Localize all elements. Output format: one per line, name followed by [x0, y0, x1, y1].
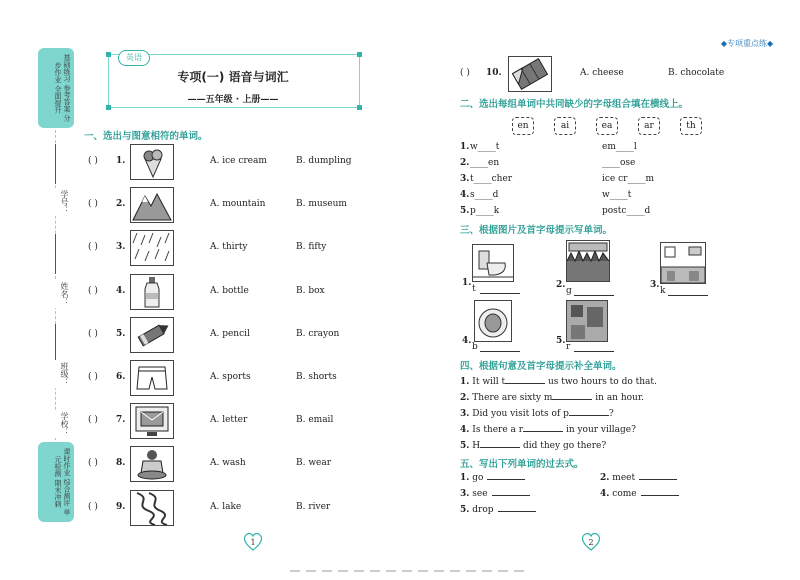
option-a[interactable]: A. wash — [210, 458, 246, 469]
item-number: 4. — [460, 425, 470, 435]
sentence-start: H — [472, 441, 481, 451]
item-number: 3. — [460, 409, 470, 419]
base-verb: come — [612, 489, 637, 499]
option-b[interactable]: B. chocolate — [668, 68, 725, 78]
kitchen-icon — [660, 242, 706, 284]
strip-bottom-text: 课时作业 综合测评 单元检测 期末冲刺 — [54, 448, 71, 516]
option-a[interactable]: A. ice cream — [210, 156, 267, 166]
toilet-icon — [472, 244, 514, 282]
chocolate-icon — [508, 56, 552, 92]
item-number: 3. — [460, 174, 470, 184]
question-row — [88, 187, 388, 225]
first-letter: b — [472, 342, 478, 352]
question-row — [88, 274, 388, 312]
answer-blank[interactable] — [552, 390, 592, 400]
section-5-heading: 五、写出下列单词的过去式。 — [460, 459, 584, 470]
word-blank-left[interactable]: ____en — [470, 158, 500, 168]
page-subtitle: ——五年级 · 上册—— — [187, 95, 279, 105]
letter-chip: th — [680, 117, 702, 135]
crayon-icon — [130, 317, 174, 353]
answer-paren[interactable]: ( ) — [88, 242, 98, 253]
strip-bottom-cap — [38, 442, 74, 522]
first-letter: g — [566, 286, 572, 296]
option-b[interactable]: B. box — [296, 285, 325, 296]
field-label-name: 班级： — [42, 360, 70, 388]
page-number-left: 1 — [250, 538, 256, 547]
email-screen-icon — [130, 403, 174, 439]
sentence-row — [460, 406, 614, 419]
footer-line — [290, 568, 530, 574]
grass-icon — [566, 240, 610, 282]
item-number: 2. — [600, 473, 610, 483]
first-letter: t — [472, 284, 476, 294]
option-b[interactable]: B. wear — [296, 458, 332, 469]
word-blank-right[interactable]: postc____d — [602, 206, 651, 216]
answer-blank[interactable] — [498, 502, 536, 512]
base-verb: meet — [612, 473, 636, 483]
question-number: 1. — [116, 156, 126, 166]
past-tense-row — [460, 486, 530, 499]
answer-paren[interactable]: ( ) — [88, 328, 98, 339]
subject-badge: 英语 — [118, 50, 150, 66]
question-number: 8. — [116, 458, 126, 469]
word-blank-left[interactable]: p____k — [470, 206, 500, 216]
sentence-row — [460, 390, 644, 403]
item-number: 5. — [460, 206, 470, 216]
option-b[interactable]: B. crayon — [296, 328, 340, 339]
answer-blank[interactable] — [523, 422, 563, 432]
question-number: 5. — [116, 328, 126, 339]
answer-blank[interactable] — [505, 374, 545, 384]
river-icon — [130, 490, 174, 526]
answer-paren[interactable]: ( ) — [88, 199, 98, 210]
item-number: 3. — [460, 489, 470, 499]
sentence-start: Did you visit lots of p — [472, 409, 569, 419]
section-1-heading: 一、选出与图意相符的单词。 — [84, 131, 208, 142]
question-row — [88, 144, 388, 182]
answer-blank[interactable] — [569, 406, 609, 416]
item-number: 5. — [460, 441, 470, 451]
field-label-id: 学校： — [42, 410, 70, 438]
past-tense-row — [600, 486, 679, 499]
option-b[interactable]: B. museum — [296, 199, 347, 210]
sentence-start: Is there a r — [472, 425, 524, 435]
base-verb: see — [472, 489, 488, 499]
question-number: 2. — [116, 199, 126, 210]
room-icon — [566, 300, 608, 342]
section-3-heading: 三、根据图片及首字母提示写单词。 — [460, 225, 613, 236]
page-title: 专项(一) 语音与词汇 — [177, 70, 289, 84]
ice-cream-icon — [130, 144, 174, 180]
bread-icon — [474, 300, 512, 342]
answer-blank[interactable] — [487, 470, 525, 480]
first-letter: r — [566, 342, 571, 352]
field-label-class: 姓名： — [42, 280, 70, 308]
rain-icon — [130, 230, 174, 266]
word-blank-left[interactable]: w____t — [470, 142, 500, 152]
answer-paren[interactable]: ( ) — [460, 68, 470, 78]
sentence-end: did they go there? — [520, 441, 607, 451]
question-number: 9. — [116, 501, 126, 512]
question-number: 10. — [486, 68, 502, 78]
answer-paren[interactable]: ( ) — [88, 501, 98, 512]
question-row — [88, 446, 388, 484]
sentence-start: There are sixty m — [472, 393, 553, 403]
option-a[interactable]: A. pencil — [210, 328, 250, 339]
word-blank-right[interactable]: ____ose — [602, 158, 636, 168]
word-blank-left[interactable]: s____d — [470, 190, 499, 200]
letter-chip: ea — [596, 117, 618, 135]
question-number: 7. — [116, 415, 126, 426]
option-a[interactable]: A. bottle — [210, 285, 249, 296]
past-tense-row — [600, 470, 677, 483]
shorts-icon — [130, 360, 174, 396]
item-number: 5. — [556, 336, 566, 346]
mountain-icon — [130, 187, 174, 223]
field-label-school: 学号： — [42, 188, 70, 216]
answer-paren[interactable]: ( ) — [88, 285, 98, 296]
first-letter: k — [660, 286, 666, 296]
answer-blank[interactable] — [480, 438, 520, 448]
letter-chip: ai — [554, 117, 576, 135]
sentence-row — [460, 438, 606, 451]
question-number: 3. — [116, 242, 126, 253]
option-a[interactable]: A. thirty — [210, 242, 248, 253]
answer-line[interactable] — [574, 286, 614, 296]
option-a[interactable]: A. mountain — [210, 199, 266, 210]
item-number: 4. — [462, 336, 472, 346]
option-b[interactable]: B. fifty — [296, 242, 327, 253]
person-washing-icon — [130, 446, 174, 482]
question-row — [88, 403, 388, 441]
answer-blank[interactable] — [639, 470, 677, 480]
question-row — [88, 317, 388, 355]
item-number: 1. — [460, 377, 470, 387]
sentence-end: ? — [608, 409, 614, 419]
answer-line[interactable] — [480, 342, 520, 352]
question-row — [88, 230, 388, 268]
word-blank-right[interactable]: w____t — [602, 190, 632, 200]
page-number-right: 2 — [588, 538, 594, 547]
option-a[interactable]: A. sports — [210, 372, 251, 382]
question-row — [460, 56, 760, 94]
item-number: 1. — [460, 142, 470, 152]
option-a[interactable]: A. lake — [210, 501, 242, 512]
strip-top-text: 基础练习 参考答案 分步作业 全面提升 — [54, 54, 71, 122]
item-number: 4. — [600, 489, 610, 499]
answer-line[interactable] — [574, 342, 614, 352]
item-number: 1. — [462, 278, 472, 288]
section-2-heading: 二、选出每组单词中共同缺少的字母组合填在横线上。 — [460, 99, 689, 110]
option-b[interactable]: B. email — [296, 415, 334, 426]
sentence-row — [460, 374, 657, 387]
item-number: 5. — [460, 505, 470, 515]
base-verb: go — [472, 473, 484, 483]
word-blank-right[interactable]: ice cr____m — [602, 174, 654, 184]
letter-chip: ar — [638, 117, 660, 135]
question-row — [88, 490, 388, 528]
answer-paren[interactable]: ( ) — [88, 372, 98, 382]
question-number: 4. — [116, 285, 126, 296]
answer-blank[interactable] — [492, 486, 530, 496]
answer-paren[interactable]: ( ) — [88, 458, 98, 469]
base-verb: drop — [472, 505, 494, 515]
option-b[interactable]: B. river — [296, 501, 331, 512]
field-line — [55, 144, 56, 184]
question-row — [88, 360, 388, 398]
sentence-end: us two hours to do that. — [545, 377, 657, 387]
answer-line[interactable] — [480, 284, 520, 294]
letter-chip: en — [512, 117, 534, 135]
word-blank-left[interactable]: t____cher — [470, 174, 513, 184]
word-blank-right[interactable]: em____l — [602, 142, 637, 152]
option-b[interactable]: B. shorts — [296, 372, 337, 382]
sentence-row — [460, 422, 636, 435]
answer-paren[interactable]: ( ) — [88, 156, 98, 166]
field-line — [55, 234, 56, 274]
option-a[interactable]: A. letter — [210, 415, 248, 426]
item-number: 2. — [460, 393, 470, 403]
section-ribbon: ◆专项重点练◆ — [720, 39, 774, 48]
option-b[interactable]: B. dumpling — [296, 156, 352, 166]
section-4-heading: 四、根据句意及首字母提示补全单词。 — [460, 361, 622, 372]
question-number: 6. — [116, 372, 126, 382]
option-a[interactable]: A. cheese — [580, 68, 624, 78]
bottle-icon — [130, 274, 174, 310]
answer-line[interactable] — [668, 286, 708, 296]
item-number: 1. — [460, 473, 470, 483]
field-line — [55, 324, 56, 364]
past-tense-row — [460, 470, 525, 483]
item-number: 4. — [460, 190, 470, 200]
item-number: 2. — [460, 158, 470, 168]
strip-top-cap — [38, 48, 74, 128]
binding-strip — [38, 48, 74, 522]
sentence-start: It will t — [472, 377, 506, 387]
answer-blank[interactable] — [641, 486, 679, 496]
item-number: 3. — [650, 280, 660, 290]
answer-paren[interactable]: ( ) — [88, 415, 98, 426]
past-tense-row — [460, 502, 536, 515]
sentence-end: in an hour. — [592, 393, 645, 403]
item-number: 2. — [556, 280, 566, 290]
sentence-end: in your village? — [563, 425, 636, 435]
